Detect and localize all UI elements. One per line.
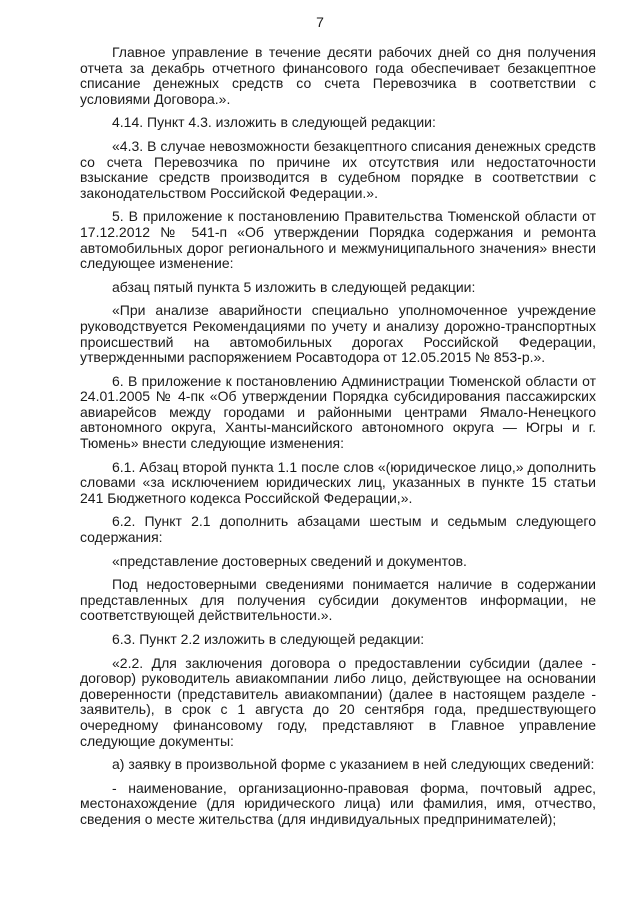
document-paragraph: «2.2. Для заключения договора о предоставлении субсидии (далее - договор) руководитель авиакомпании либо лицо, действующее на основании доверенности (представитель авиакомпании) (далее в настоящем разделе - заявитель), в срок с 1 августа до 20 сентября года, предшествующего очередному финансовому году, представляют в Главное управление следующие документы: (80, 654, 596, 749)
document-paragraph: абзац пятый пункта 5 изложить в следующей редакции: (112, 278, 476, 295)
document-paragraph: Под недостоверными сведениями понимается наличие в содержании представленных для получения субсидии документов информации, не соответствующей действительности.». (80, 576, 596, 624)
page-number: 7 (316, 14, 324, 30)
document-paragraph: 6.3. Пункт 2.2 изложить в следующей редакции: (112, 631, 425, 647)
document-paragraph: - наименование, организационно-правовая форма, почтовый адрес, местонахождение (для юридического лица) или фамилия, имя, отчество, сведения о месте жительства (для индивидуальных предпринимателей); (80, 779, 596, 827)
document-paragraph: 6.2. Пункт 2.1 дополнить абзацами шестым и седьмым следующего содержания: (80, 513, 596, 546)
document-paragraph: «4.3. В случае невозможности безакцептного списания денежных средств со счета Перевозчика по причине их отсутствия или недостаточности взыскание средств производится в судебном порядке в соответствии с законодательством Российской Федерации.». (80, 137, 596, 201)
document-paragraph: 5. В приложение к постановлению Правительства Тюменской области от 17.12.2012 № 541-п «Об утверждении Порядка содержания и ремонта автомобильных дорог регионального и межмуниципального значения» внести следующее изменение: (80, 208, 596, 272)
document-paragraph: 6.1. Абзац второй пункта 1.1 после слов «(юридическое лицо,» дополнить словами «за исключением юридических лиц, указанных в пункте 15 статьи 241 Бюджетного кодекса Российской Федерации,». (80, 458, 596, 506)
document-paragraph: Главное управление в течение десяти рабочих дней со дня получения отчета за декабрь отчетного финансового года обеспечивает безакцептное списание денежных средств со счета Перевозчика в соответствии с условиями Договора.». (80, 44, 596, 107)
document-paragraph: 4.14. Пункт 4.3. изложить в следующей редакции: (112, 114, 436, 131)
document-paragraph: а) заявку в произвольной форме с указанием в ней следующих сведений: (112, 756, 595, 773)
document-paragraph: «представление достоверных сведений и документов. (112, 552, 467, 569)
document-body (80, 45, 596, 836)
document-paragraph: 6. В приложение к постановлению Администрации Тюменской области от 24.01.2005 № 4-пк «Об утверждении Порядка субсидирования пассажирских авиарейсов между городами и районными центрами Ямало-Ненецкого автономного округа, Ханты-мансийского автономного округа — Югры и г. Тюмень» внести следующие изменения: (80, 372, 596, 452)
document-paragraph: «При анализе аварийности специально уполномоченное учреждение руководствуется Рекомендациями по учету и анализу дорожно-транспортных происшествий на автомобильных дорогах Российской Федерации, утвержденными распоряжением Росавтодора от 12.05.2015 № 853-р.». (80, 302, 596, 366)
